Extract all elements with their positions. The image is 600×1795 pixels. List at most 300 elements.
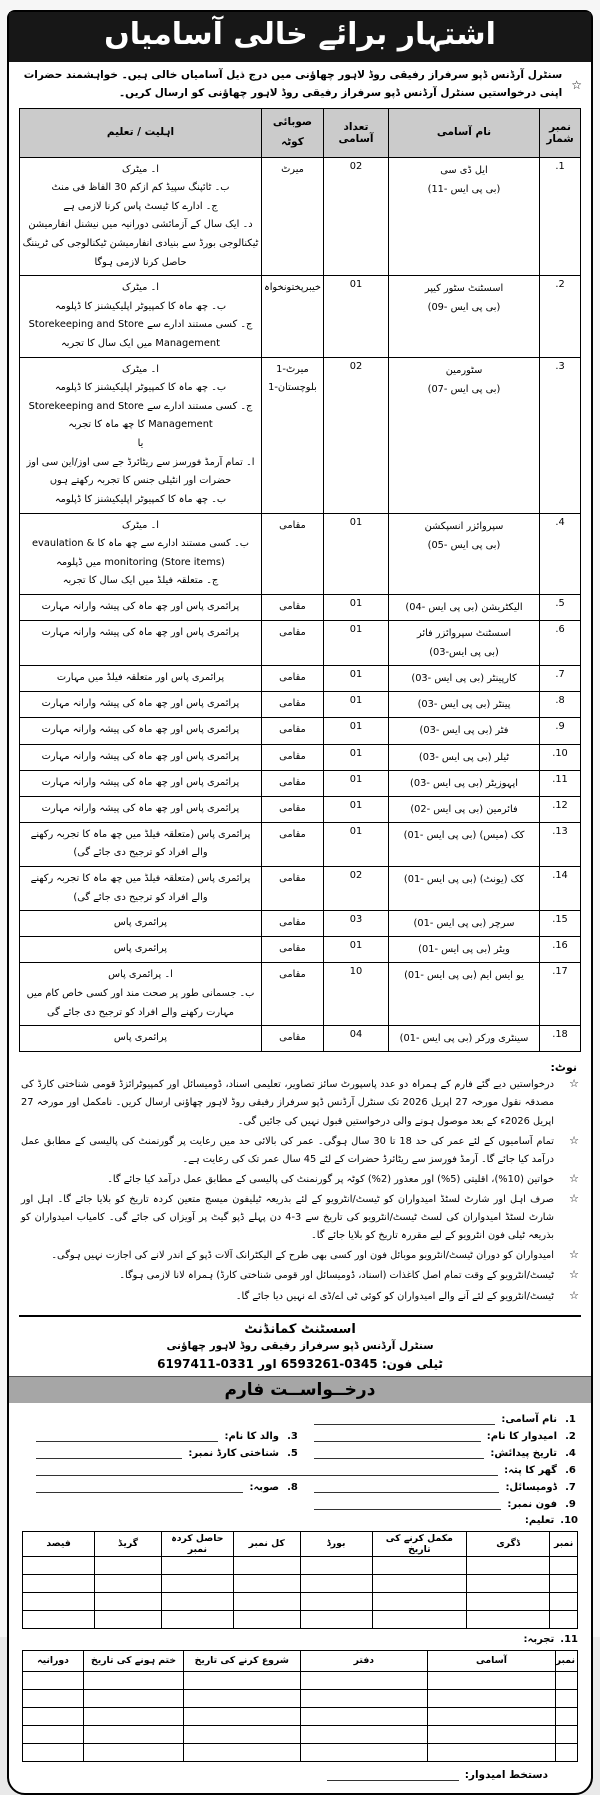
job-name-text: پینٹر <box>493 699 511 711</box>
grid-empty-cell <box>467 1556 550 1574</box>
field-label: شناختی کارڈ نمبر: <box>188 1447 279 1459</box>
job-education <box>20 276 262 357</box>
job-education <box>20 594 262 620</box>
grid-empty-cell <box>372 1556 466 1574</box>
field-number: 4. <box>565 1447 576 1459</box>
field-number: 9. <box>565 1498 576 1510</box>
note-star-icon: ☆ <box>569 1192 579 1206</box>
job-serial: 8. <box>540 692 581 718</box>
advertisement-container <box>7 10 593 1795</box>
job-education <box>20 357 262 513</box>
job-serial: 1. <box>540 157 581 276</box>
field-label: تجربہ: <box>523 1633 555 1645</box>
grid-empty-cell <box>300 1725 428 1743</box>
job-grade: (بی پی ایس -07) <box>427 383 501 395</box>
job-row <box>20 867 581 911</box>
education-line: پرائمری پاس اور چھ ماہ کی پیشہ وارانہ مہارت <box>41 724 240 736</box>
field-label: نام آسامی: <box>501 1413 557 1425</box>
job-grade: (بی پی ایس -01) <box>404 970 477 982</box>
field-number: 3. <box>287 1430 298 1442</box>
grid-header-row <box>23 1650 578 1671</box>
grid-header-cell: دورانیہ <box>23 1650 84 1671</box>
job-education <box>20 513 262 594</box>
job-name <box>389 357 540 513</box>
grid-empty-cell <box>95 1592 162 1610</box>
job-quota: مقامی <box>261 963 323 1026</box>
grid-empty-cell <box>84 1743 184 1761</box>
form-field-phone-number <box>300 1498 578 1510</box>
job-serial: 16. <box>540 937 581 963</box>
grid-empty-cell <box>161 1592 233 1610</box>
job-name-text: کک (میس) <box>479 829 525 841</box>
intro-text: سنٹرل آرڈنس ڈپو سرفراز رفیقی روڈ لاہور چھاؤنی میں درج ذیل آسامیاں خالی ہیں۔ خواہشمند حضرات اپنی درخواستیں سنٹرل آرڈنس ڈپو سرفراز رفیقی روڈ لاہور چھاؤنی کو ارسال کریں۔ <box>23 69 563 99</box>
job-serial: 3. <box>540 357 581 513</box>
job-quota: خیبرپختونخواہ <box>261 276 323 357</box>
job-serial: 7. <box>540 666 581 692</box>
form-row <box>22 1464 578 1476</box>
job-grade: (بی پی ایس -01) <box>418 944 491 956</box>
grid-empty-cell <box>23 1592 95 1610</box>
grid-empty-cell <box>550 1610 578 1628</box>
job-name-text: یو ایس ایم <box>479 970 524 982</box>
job-name <box>389 594 540 620</box>
grid-empty-row <box>23 1689 578 1707</box>
field-number: 8. <box>287 1481 298 1493</box>
grid-empty-cell <box>550 1592 578 1610</box>
grid-header-row <box>23 1531 578 1556</box>
job-row <box>20 666 581 692</box>
job-name <box>389 157 540 276</box>
education-line: ا۔ تمام آرمڈ فورسز سے ریٹائرڈ جے سی اوز/این سی اوز حضرات اور انٹیلی جنس کا تجربہ رکھتے ہوں <box>26 456 255 487</box>
note-item <box>21 1191 579 1245</box>
job-row <box>20 937 581 963</box>
note-item <box>21 1267 579 1285</box>
job-row <box>20 963 581 1026</box>
job-education <box>20 666 262 692</box>
grid-empty-cell <box>183 1743 300 1761</box>
job-serial: 17. <box>540 963 581 1026</box>
job-grade: (بی پی ایس -01) <box>399 1033 473 1045</box>
note-text: درخواستیں دیے گئے فارم کے ہمراہ دو عدد پاسپورٹ سائز تصاویر، تعلیمی اسناد، ڈومیسائل اور کمپیوٹرائزڈ قومی شناختی کارڈ کی مصدقہ نقول مورخہ 27 اپریل 2026 تک سنٹرل آرڈنس ڈپو سرفراز رفیقی روڈ لاہور چھاؤنی ارسال کریں۔ نامکمل اور مورخہ 27 اپریل 2026ء کے بعد موصول ہونے والی درخواستیں قبول نہیں کی جائیں گی۔ <box>21 1079 554 1127</box>
grid-header-cell: کل نمبر <box>233 1531 300 1556</box>
job-grade: (بی پی ایس-03) <box>429 647 499 659</box>
form-field-home-address <box>22 1464 578 1476</box>
grid-empty-cell <box>233 1610 300 1628</box>
job-serial: 14. <box>540 867 581 911</box>
grid-empty-cell <box>300 1707 428 1725</box>
grid-empty-row <box>23 1743 578 1761</box>
field-label: فون نمبر: <box>507 1498 557 1510</box>
job-row <box>20 822 581 866</box>
grid-empty-cell <box>555 1743 577 1761</box>
job-count: 01 <box>324 692 389 718</box>
job-name-text: فائرمین <box>486 803 518 815</box>
job-count: 01 <box>324 822 389 866</box>
education-line: ا۔ پرائمری پاس <box>108 969 173 981</box>
job-name <box>389 937 540 963</box>
job-name <box>389 718 540 744</box>
job-name <box>389 276 540 357</box>
job-row <box>20 621 581 666</box>
job-education <box>20 963 262 1026</box>
form-row <box>22 1634 578 1645</box>
form-row <box>22 1447 578 1459</box>
job-row <box>20 796 581 822</box>
job-name-text: الیکٹریشن <box>481 601 523 613</box>
education-line: ب۔ چھ ماہ کا کمپیوٹر اپلیکیشنز کا ڈپلومہ <box>54 300 227 312</box>
grid-empty-cell <box>161 1610 233 1628</box>
education-line: ب۔ ٹائپنگ سپیڈ کم ازکم 30 الفاظ فی منٹ <box>51 182 230 194</box>
job-grade: (بی پی ایس -03) <box>417 699 491 711</box>
job-name <box>389 513 540 594</box>
education-line: د۔ ایک سال کے آزمائشی دورانیہ میں نیشنل انفارمیشن ٹیکنالوجی بورڈ سے بنیادی انفارمیشن ٹیکنالوجی کی ٹریننگ حاصل کرنا لازمی ہوگا <box>22 219 259 268</box>
notes-section <box>9 1057 591 1309</box>
form-row <box>22 1430 578 1442</box>
candidate-signature-row <box>22 1769 548 1781</box>
job-count: 02 <box>324 357 389 513</box>
job-quota: مقامی <box>261 911 323 937</box>
application-form-title: درخــواســت فارم <box>9 1376 591 1403</box>
note-star-icon: ☆ <box>569 1268 579 1282</box>
note-text: امیدواران کو دوران ٹیسٹ/انٹرویو موبائل فون اور کسی بھی طرح کے الیکٹرانک آلات ڈپو کے اندر لانے کی اجازت نہیں ہوگی۔ <box>51 1250 554 1262</box>
job-quota: مقامی <box>261 666 323 692</box>
job-name <box>389 770 540 796</box>
education-line: ج۔ ادارے کا ٹیسٹ پاس کرنا لازمی ہے <box>63 200 218 212</box>
education-line: پرائمری پاس اور چھ ماہ کی پیشہ وارانہ مہارت <box>41 750 240 762</box>
grid-empty-cell <box>95 1610 162 1628</box>
grid-empty-cell <box>84 1707 184 1725</box>
job-row <box>20 513 581 594</box>
note-item <box>21 1247 579 1265</box>
education-line: ج۔ متعلقہ فیلڈ میں ایک سال کا تجربہ <box>62 575 219 587</box>
job-quota: مقامی <box>261 692 323 718</box>
notes-title: نوٹ: <box>550 1061 577 1075</box>
grid-empty-row <box>23 1574 578 1592</box>
education-line: ا۔ میٹرک <box>122 519 159 531</box>
grid-empty-cell <box>550 1574 578 1592</box>
job-name <box>389 666 540 692</box>
notes-list <box>21 1076 579 1305</box>
field-label: صوبہ: <box>249 1481 279 1493</box>
field-number: 7. <box>565 1481 576 1493</box>
job-education <box>20 822 262 866</box>
grid-empty-cell <box>95 1574 162 1592</box>
job-name-text: اپہوزیٹر <box>485 777 518 789</box>
job-count: 02 <box>324 867 389 911</box>
form-field-experience <box>300 1634 578 1645</box>
grid-empty-cell <box>467 1610 550 1628</box>
grid-empty-cell <box>555 1689 577 1707</box>
education-line: پرائمری پاس (متعلقہ فیلڈ میں چھ ماہ کا تجربہ رکھنے والے افراد کو ترجیح دی جائے گی) <box>30 873 251 903</box>
job-name <box>389 744 540 770</box>
job-quota: مقامی <box>261 770 323 796</box>
job-row <box>20 692 581 718</box>
field-number: 6. <box>565 1464 576 1476</box>
grid-empty-cell <box>23 1725 84 1743</box>
grid-empty-cell <box>233 1592 300 1610</box>
field-number: 5. <box>287 1447 298 1459</box>
grid-header-cell: ختم ہونے کی تاریخ <box>84 1650 184 1671</box>
grid-empty-cell <box>300 1556 372 1574</box>
job-grade: (بی پی ایس -04) <box>405 601 479 613</box>
field-blank-line <box>36 1481 243 1493</box>
job-serial: 6. <box>540 621 581 666</box>
job-count: 01 <box>324 513 389 594</box>
jobs-table-header <box>20 108 581 157</box>
grid-empty-cell <box>372 1592 466 1610</box>
grid-empty-cell <box>428 1689 556 1707</box>
education-line: پرائمری پاس اور چھ ماہ کی پیشہ وارانہ مہارت <box>41 776 240 788</box>
job-count: 04 <box>324 1026 389 1052</box>
candidate-signature-label: دستخط امیدوار: <box>464 1768 548 1781</box>
job-count: 02 <box>324 157 389 276</box>
job-name <box>389 692 540 718</box>
grid-empty-cell <box>183 1725 300 1743</box>
job-count: 03 <box>324 911 389 937</box>
grid-empty-cell <box>84 1689 184 1707</box>
job-name-text: فٹر <box>495 725 509 737</box>
job-quota: مقامی <box>261 822 323 866</box>
field-blank-line <box>36 1464 498 1476</box>
job-name <box>389 1026 540 1052</box>
candidate-signature-line <box>327 1769 459 1781</box>
field-number: 11. <box>560 1633 578 1645</box>
education-line: پرائمری پاس اور چھ ماہ کی پیشہ وارانہ مہارت <box>41 698 240 710</box>
grid-header-cell: گریڈ <box>95 1531 162 1556</box>
grid-header-cell: فیصد <box>23 1531 95 1556</box>
education-line: ب۔ جسمانی طور پر صحت مند اور کسی خاص کام میں مہارت رکھنے والے افراد کو ترجیح دی جائے گی <box>26 988 255 1018</box>
job-serial: 11. <box>540 770 581 796</box>
page-title: اشتہار برائے خالی آسامیاں <box>9 12 591 62</box>
job-education <box>20 867 262 911</box>
job-name-text: ایل ڈی سی <box>440 164 488 176</box>
field-label: گھر کا پتہ: <box>504 1464 557 1476</box>
field-blank-line <box>314 1481 499 1493</box>
field-number: 1. <box>565 1413 576 1425</box>
job-name <box>389 867 540 911</box>
job-count: 01 <box>324 276 389 357</box>
job-count: 01 <box>324 594 389 620</box>
job-education <box>20 937 262 963</box>
education-line: ب۔ چھ ماہ کا کمپیوٹر اپلیکیشنز کا ڈپلومہ <box>54 493 227 505</box>
education-line: پرائمری پاس <box>113 917 168 929</box>
job-grade: (بی پی ایس -01) <box>413 918 487 930</box>
job-quota: مقامی <box>261 513 323 594</box>
grid-empty-cell <box>23 1610 95 1628</box>
note-star-icon: ☆ <box>569 1133 579 1147</box>
signatory-address: سنٹرل آرڈنس ڈپو سرفراز رفیقی روڈ لاہور چھاؤنی <box>166 1340 434 1353</box>
grid-header-cell: مکمل کرنے کی تاریخ <box>372 1531 466 1556</box>
form-field-father-name <box>22 1430 300 1442</box>
grid-empty-cell <box>555 1725 577 1743</box>
education-line: پرائمری پاس <box>113 1032 168 1044</box>
signatory-phone: ٹیلی فون: 0345-6593261 اور 0331-6197411 <box>157 1356 443 1371</box>
job-quota: مقامی <box>261 621 323 666</box>
note-text: تمام آسامیوں کے لئے عمر کی حد 18 تا 30 سال ہوگی۔ عمر کی بالائی حد میں رعایت پر گورنمنٹ کی پالیسی کے مطابق عمل درآمد کیا جائے گا۔ آرمڈ فورسز سے ریٹائرڈ حضرات کے لئے 45 سال عمر تک کی رعایت ہے۔ <box>21 1135 554 1165</box>
note-star-icon: ☆ <box>569 1171 579 1185</box>
note-text: ٹیسٹ/انٹرویو کے وقت تمام اصل کاغذات (اسناد، ڈومیسائل اور قومی شناختی کارڈ) ہمراہ لانا لازمی ہوگا۔ <box>119 1270 554 1282</box>
job-name <box>389 621 540 666</box>
field-blank-line <box>314 1447 484 1459</box>
grid-empty-row <box>23 1707 578 1725</box>
field-number: 2. <box>565 1430 576 1442</box>
note-text: ٹیسٹ/انٹرویو کے لئے آنے والے امیدواران کو کوئی ٹی اے/ڈی اے نہیں دیا جائے گا۔ <box>235 1290 554 1302</box>
job-name-text: سینٹری ورکر <box>475 1033 529 1045</box>
grid-empty-cell <box>300 1743 428 1761</box>
grid-header-cell: نمبر <box>555 1650 577 1671</box>
experience-table <box>22 1650 578 1762</box>
education-line: ا۔ میٹرک <box>122 282 159 294</box>
education-line: پرائمری پاس <box>113 943 168 955</box>
signature-block <box>9 1317 591 1376</box>
grid-empty-cell <box>555 1707 577 1725</box>
job-row <box>20 718 581 744</box>
form-row <box>22 1481 578 1493</box>
note-item <box>21 1288 579 1306</box>
header-name: نام آسامی <box>389 108 540 157</box>
job-name-text: کارپینٹر <box>487 673 517 685</box>
job-grade: (بی پی ایس -09) <box>427 302 501 314</box>
grid-header-cell: دفتر <box>300 1650 428 1671</box>
job-education <box>20 692 262 718</box>
education-line: ا۔ میٹرک <box>122 163 159 175</box>
job-grade: (بی پی ایس -03) <box>418 751 492 763</box>
job-serial: 2. <box>540 276 581 357</box>
education-line: پرائمری پاس اور چھ ماہ کی پیشہ وارانہ مہارت <box>41 600 240 612</box>
job-education <box>20 911 262 937</box>
education-line: ا۔ میٹرک <box>122 363 159 375</box>
grid-empty-cell <box>372 1610 466 1628</box>
job-grade: (بی پی ایس -03) <box>411 673 485 685</box>
job-quota: میرٹ <box>261 157 323 276</box>
job-quota: مقامی <box>261 867 323 911</box>
job-count: 01 <box>324 744 389 770</box>
job-row <box>20 276 581 357</box>
job-name <box>389 963 540 1026</box>
form-field-domicile <box>300 1481 578 1493</box>
grid-empty-cell <box>233 1556 300 1574</box>
grid-header-cell: بورڈ <box>300 1531 372 1556</box>
job-quota: مقامی <box>261 937 323 963</box>
job-name-text: سٹورمین <box>445 364 483 376</box>
job-row <box>20 357 581 513</box>
education-line: ب۔ چھ ماہ کا کمپیوٹر اپلیکیشنز کا ڈپلومہ <box>54 382 227 394</box>
jobs-table-body <box>20 157 581 1052</box>
job-serial: 12. <box>540 796 581 822</box>
intro-line <box>9 62 591 106</box>
note-item <box>21 1171 579 1189</box>
job-quota: مقامی <box>261 1026 323 1052</box>
grid-empty-cell <box>95 1556 162 1574</box>
note-item <box>21 1076 579 1130</box>
job-grade: (بی پی ایس -03) <box>419 725 493 737</box>
job-count: 01 <box>324 796 389 822</box>
job-serial: 5. <box>540 594 581 620</box>
job-name-text: اسسٹنٹ سٹور کیپر <box>424 283 504 295</box>
field-blank-line <box>314 1430 481 1442</box>
job-name-text: سرچر <box>489 918 515 930</box>
job-education <box>20 1026 262 1052</box>
job-count: 01 <box>324 666 389 692</box>
job-serial: 10. <box>540 744 581 770</box>
grid-empty-cell <box>161 1556 233 1574</box>
job-grade: (بی پی ایس -03) <box>410 777 483 789</box>
job-grade: (بی پی ایس -05) <box>427 539 501 551</box>
jobs-table <box>19 108 581 1053</box>
job-count: 01 <box>324 621 389 666</box>
education-line: پرائمری پاس اور چھ ماہ کی پیشہ وارانہ مہارت <box>41 627 240 639</box>
grid-empty-cell <box>467 1592 550 1610</box>
education-line: ب۔ کسی مستند ادارے سے چھ ماہ کا evaulation & monitoring (Store items) میں ڈپلومہ <box>32 538 249 568</box>
field-blank-line <box>36 1430 218 1442</box>
form-field-candidate-name <box>300 1430 578 1442</box>
grid-empty-cell <box>300 1592 372 1610</box>
job-row <box>20 911 581 937</box>
grid-empty-row <box>23 1725 578 1743</box>
job-name <box>389 911 540 937</box>
grid-empty-cell <box>467 1574 550 1592</box>
field-blank-line <box>314 1413 495 1425</box>
grid-empty-cell <box>428 1725 556 1743</box>
job-name <box>389 796 540 822</box>
job-grade: (بی پی ایس -01) <box>403 829 477 841</box>
grid-empty-cell <box>372 1574 466 1592</box>
field-label: تعلیم: <box>524 1514 555 1526</box>
header-education: اہلیت / تعلیم <box>20 108 262 157</box>
grid-empty-cell <box>183 1707 300 1725</box>
grid-empty-cell <box>84 1725 184 1743</box>
note-star-icon: ☆ <box>569 1288 579 1302</box>
job-serial: 18. <box>540 1026 581 1052</box>
signatory-title: اسسٹنٹ کمانڈنٹ <box>244 1321 356 1337</box>
grid-empty-cell <box>183 1689 300 1707</box>
field-label: والد کا نام: <box>224 1430 279 1442</box>
grid-empty-cell <box>233 1574 300 1592</box>
job-serial: 15. <box>540 911 581 937</box>
job-row <box>20 744 581 770</box>
field-blank-line <box>314 1498 501 1510</box>
note-star-icon: ☆ <box>569 1077 579 1091</box>
form-field-education <box>300 1515 578 1526</box>
field-label: امیدوار کا نام: <box>486 1430 557 1442</box>
grid-header-cell: شروع کرنے کی تاریخ <box>183 1650 300 1671</box>
field-blank-line <box>36 1447 182 1459</box>
grid-empty-cell <box>183 1671 300 1689</box>
education-line: پرائمری پاس اور متعلقہ فیلڈ میں مہارت <box>56 672 225 684</box>
grid-empty-row <box>23 1592 578 1610</box>
job-quota: مقامی <box>261 594 323 620</box>
note-star-icon: ☆ <box>569 1248 579 1262</box>
grid-empty-cell <box>84 1671 184 1689</box>
job-quota: مقامی <box>261 744 323 770</box>
grid-empty-cell <box>23 1671 84 1689</box>
note-item <box>21 1133 579 1169</box>
job-count: 01 <box>324 770 389 796</box>
job-count: 01 <box>324 937 389 963</box>
education-line: پرائمری پاس اور چھ ماہ کی پیشہ وارانہ مہارت <box>41 802 240 814</box>
grid-empty-cell <box>300 1610 372 1628</box>
job-grade: (بی پی ایس -11) <box>427 183 501 195</box>
form-row <box>22 1515 578 1526</box>
job-education <box>20 796 262 822</box>
job-count: 01 <box>324 718 389 744</box>
header-count: تعداد آسامی <box>324 108 389 157</box>
field-label: تاریخ پیدائش: <box>490 1447 557 1459</box>
job-count: 10 <box>324 963 389 1026</box>
job-name <box>389 822 540 866</box>
grid-empty-cell <box>550 1556 578 1574</box>
job-name-text: اسسٹنٹ سپروائزر فائر <box>416 628 512 640</box>
